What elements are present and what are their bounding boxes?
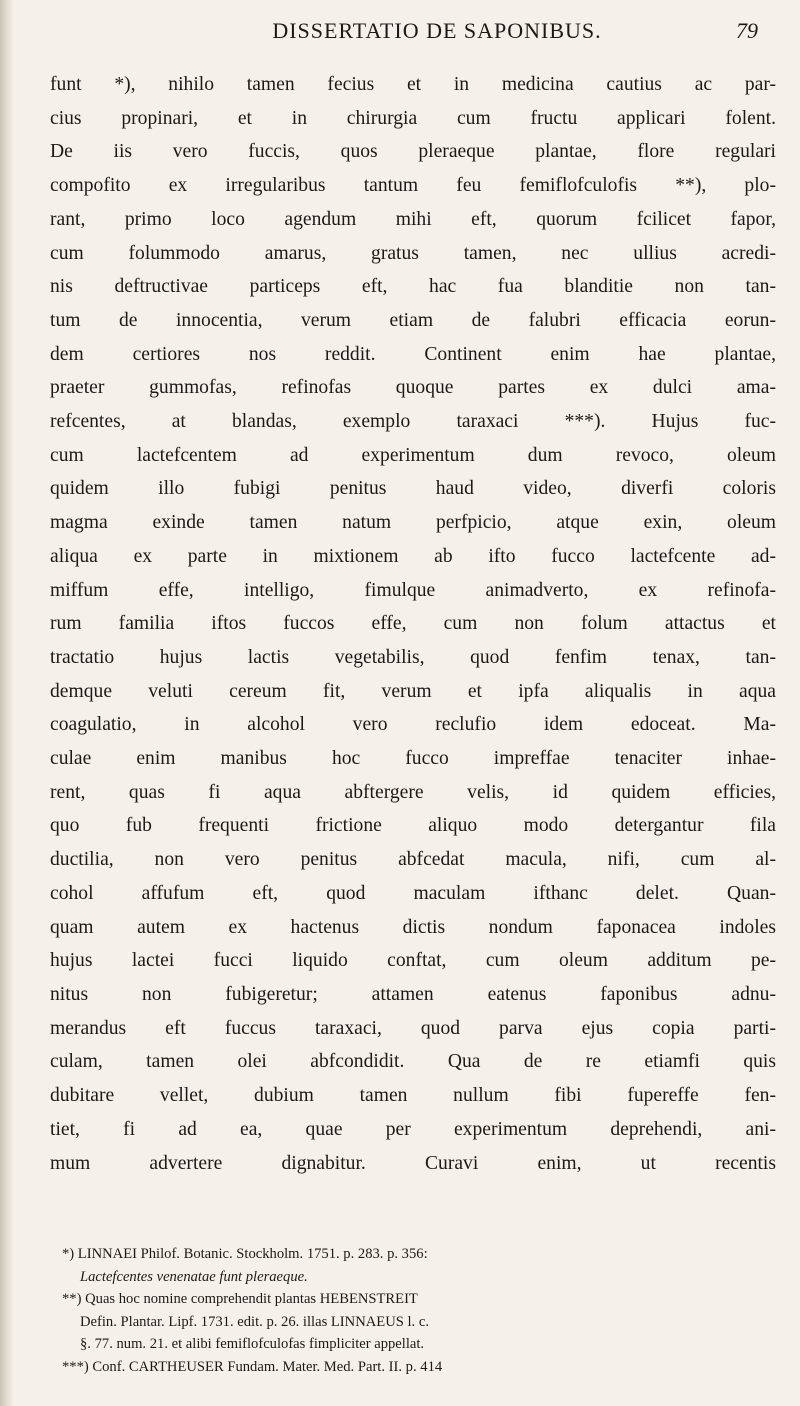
text-line: praeter gummofas, refinofas quoque partes ex dulci ama- [50,377,776,399]
running-title: DISSERTATIO DE SAPONIBUS. [272,18,602,43]
text-line: quidem illo fubigi penitus haud video, diverfi coloris [50,478,776,500]
text-line: compofito ex irregularibus tantum feu femiflofculofis **), plo- [50,175,776,197]
text-line: cius propinari, et in chirurgia cum fructu applicari folent. [50,107,776,129]
text-line: tum de innocentia, verum etiam de falubri efficacia eorun- [50,309,776,331]
text-line: quo fub frequenti frictione aliquo modo detergantur fila [50,815,776,837]
footnote-line: *) LINNAEI Philof. Botanic. Stockholm. 1751. p. 283. p. 356: [62,1246,428,1262]
footnotes [62,1243,776,1379]
text-line: De iis vero fuccis, quos pleraeque plantae, flore regulari [50,141,776,163]
text-line: cum lactefcentem ad experimentum dum revoco, oleum [50,444,776,466]
footnote-line: §. 77. num. 21. et alibi femiflofculofas fimpliciter appellat. [80,1336,425,1353]
page-number: 79 [736,18,758,43]
text-line: rum familia iftos fuccos effe, cum non folum attactus et [50,613,776,635]
text-line: hujus lactei fucci liquido conftat, cum oleum additum pe- [50,950,776,972]
footnote-line: ***) Conf. CARTHEUSER Fundam. Mater. Med. Part. II. p. 414 [62,1358,443,1375]
text-line: coagulatio, in alcohol vero reclufio idem edoceat. Ma- [50,714,776,736]
text-line: aliqua ex parte in mixtionem ab ifto fucco lactefcente ad- [50,545,776,567]
page-binding-edge [0,0,14,1406]
main-text [50,68,776,1180]
text-line: quam autem ex hactenus dictis nondum faponacea indoles [50,916,776,938]
text-line: merandus eft fuccus taraxaci, quod parva ejus copia parti- [50,1017,776,1039]
text-line: magma exinde tamen natum perfpicio, atque exin, oleum [50,512,776,534]
text-line: nis deftructivae particeps eft, hac fua blanditie non tan- [50,276,776,298]
text-line: tiet, fi ad ea, quae per experimentum deprehendi, ani- [50,1118,776,1140]
text-line: dubitare vellet, dubium tamen nullum fibi fupereffe fen- [50,1085,776,1107]
text-line: mum advertere dignabitur. Curavi enim, ut recentis [50,1152,776,1174]
text-line: miffum effe, intelligo, fimulque animadverto, ex refinofa- [50,579,776,601]
text-line: ductilia, non vero penitus abfcedat macula, nifi, cum al- [50,849,776,871]
text-line: cum folummodo amarus, gratus tamen, nec ullius acredi- [50,242,776,264]
text-line: demque veluti cereum fit, verum et ipfa aliqualis in aqua [50,680,776,702]
text-line: rent, quas fi aqua abftergere velis, id quidem efficies, [50,781,776,803]
footnote-line: Defin. Plantar. Lipf. 1731. edit. p. 26. illas LINNAEUS l. c. [80,1313,429,1330]
text-line: refcentes, at blandas, exemplo taraxaci ***). Hujus fuc- [50,411,776,433]
text-line: funt *), nihilo tamen fecius et in medicina cautius ac par- [50,74,776,95]
text-line: nitus non fubigeretur; attamen eatenus faponibus adnu- [50,983,776,1005]
text-line: cohol affufum eft, quod maculam ifthanc delet. Quan- [50,882,776,904]
footnote-line: Lactefcentes venenatae funt pleraeque. [80,1268,308,1285]
text-line: dem certiores nos reddit. Continent enim hae plantae, [50,343,776,365]
footnote-line: **) Quas hoc nomine comprehendit plantas HEBENSTREIT [62,1291,418,1308]
text-line: culam, tamen olei abfcondidit. Qua de re etiamfi quis [50,1051,776,1073]
text-line: culae enim manibus hoc fucco impreffae tenaciter inhae- [50,748,776,770]
text-line: rant, primo loco agendum mihi eft, quorum fcilicet fapor, [50,208,776,230]
text-line: tractatio hujus lactis vegetabilis, quod fenfim tenax, tan- [50,646,776,668]
page-header [96,18,778,48]
